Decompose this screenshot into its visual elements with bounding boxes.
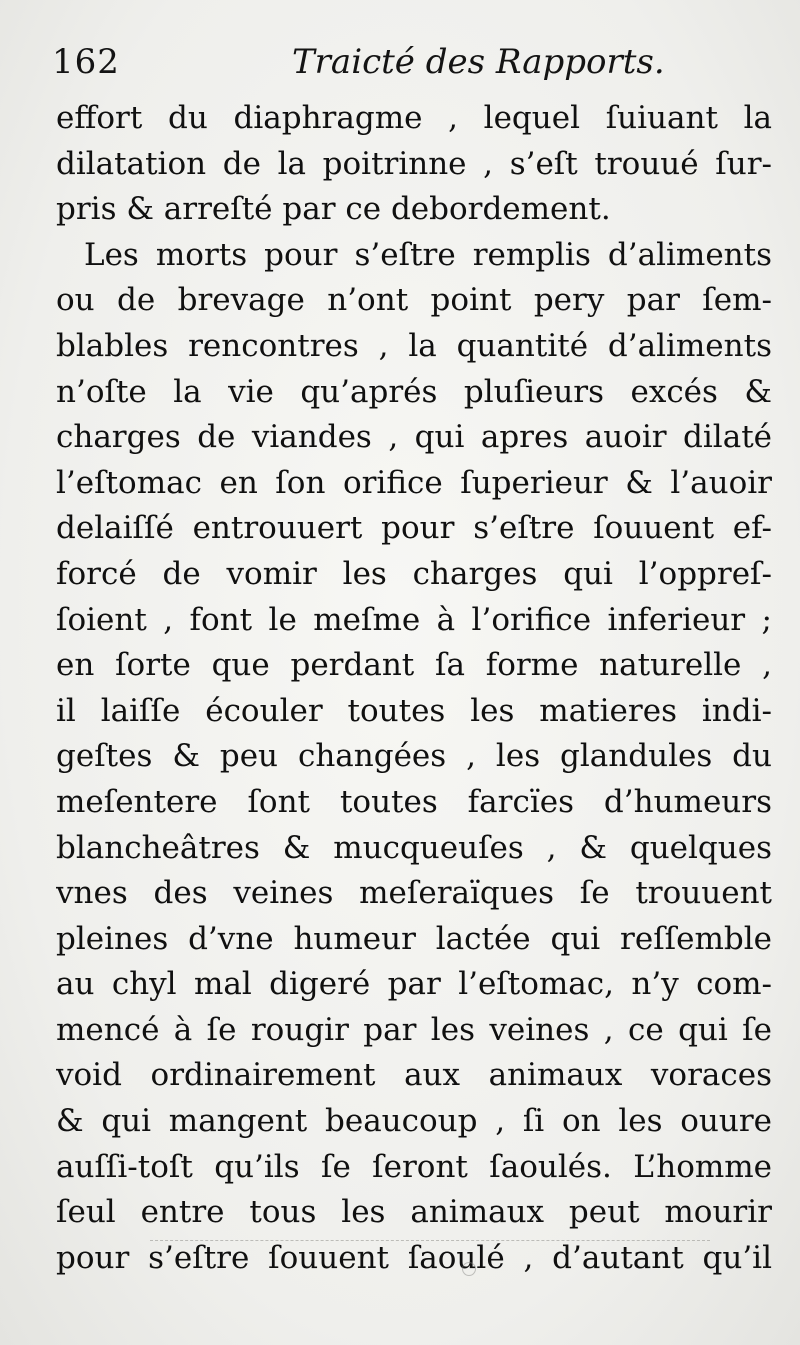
text-line: void ordinairement aux animaux voraces xyxy=(56,1057,772,1094)
text-line: pour s’eſtre ſouuent ſaoulé , d’autant qu’il xyxy=(56,1239,772,1276)
text-line: pris & arreſté par ce debordement. xyxy=(56,191,611,228)
paper-blot xyxy=(462,1262,476,1276)
text-line: delaiſſé entrouuert pour s’eſtre ſouuent ef- xyxy=(56,510,772,547)
text-line: forcé de vomir les charges qui l’oppreſ- xyxy=(56,555,772,592)
text-line: dilatation de la poitrinne , s’eſt trouué ſur- xyxy=(56,145,772,182)
text-line: vnes des veines meſeraïques ſe trouuent xyxy=(56,875,772,912)
text-line: & qui mangent beaucoup , ſi on les ouure xyxy=(56,1103,772,1140)
text-line: au chyl mal digeré par l’eſtomac, n’y com- xyxy=(56,966,772,1003)
bottom-rule xyxy=(150,1240,710,1241)
text-line: charges de viandes , qui apres auoir dilaté xyxy=(56,419,772,456)
text-line: mencé à ſe rougir par les veines , ce qui ſe xyxy=(56,1011,772,1048)
text-line: pleines d’vne humeur lactée qui reſſemble xyxy=(56,920,772,957)
page-number: 162 xyxy=(52,42,120,82)
text-line: n’oſte la vie qu’aprés pluſieurs excés & xyxy=(56,373,772,410)
text-line: meſentere ſont toutes farcïes d’humeurs xyxy=(56,783,772,820)
text-line: blables rencontres , la quantité d’aliments xyxy=(56,327,772,364)
text-line: l’eſtomac en ſon orifice ſuperieur & l’auoir xyxy=(56,464,772,501)
text-line: geſtes & peu changées , les glandules du xyxy=(56,738,772,775)
text-line: ou de brevage n’ont point pery par ſem- xyxy=(56,282,772,319)
text-line: blancheâtres & mucqueuſes , & quelques xyxy=(56,829,772,866)
text-line: ſeul entre tous les animaux peut mourir xyxy=(56,1194,772,1231)
text-line: Les morts pour s’eſtre remplis d’aliments xyxy=(84,236,772,273)
text-line: en ſorte que perdant ſa forme naturelle , xyxy=(56,647,772,684)
page-header xyxy=(52,42,772,88)
text-line: auſſi-toſt qu’ils ſe ſeront ſaoulés. L’homme xyxy=(56,1148,772,1185)
text-line: effort du diaphragme , lequel ſuiuant la xyxy=(56,100,772,136)
text-line: il laiſſe écouler toutes les matieres indi- xyxy=(56,692,772,729)
text-line: ſoient , font le meſme à l’orifice inferieur ; xyxy=(56,601,772,638)
running-title: Traicté des Rapports. xyxy=(292,42,665,82)
body-text xyxy=(56,96,772,1281)
